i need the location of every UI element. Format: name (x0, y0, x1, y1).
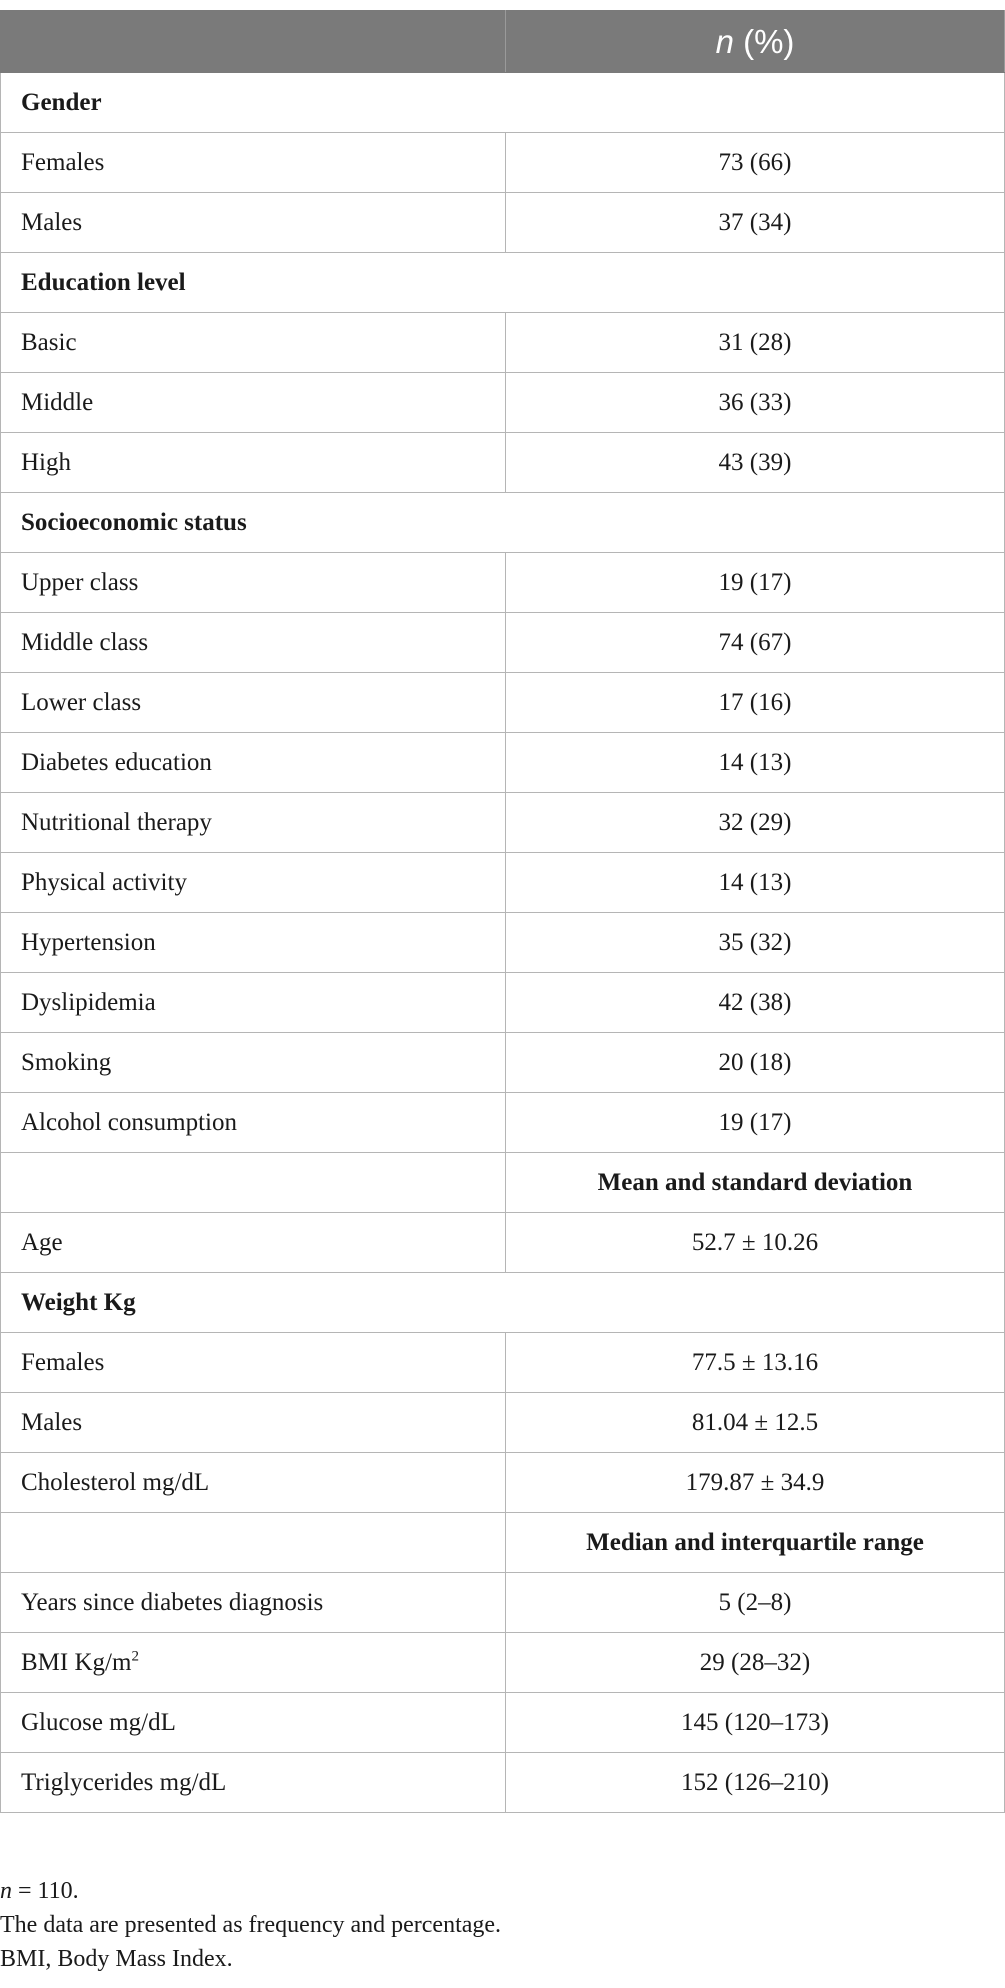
row-value: 20 (18) (506, 1033, 1005, 1093)
row-value: 81.04 ± 12.5 (506, 1393, 1005, 1453)
row-label-superscript: 2 (131, 1648, 139, 1665)
row-label-text: Males (21, 1409, 83, 1436)
table-row (1, 1753, 1005, 1813)
row-value: 29 (28–32) (506, 1633, 1005, 1693)
row-label-text: Nutritional therapy (21, 809, 212, 836)
row-label (1, 613, 506, 673)
header-label-cell (1, 11, 506, 73)
row-value: 52.7 ± 10.26 (506, 1213, 1005, 1273)
row-label-text: Lower class (21, 689, 142, 716)
table-section-row (1, 253, 1005, 313)
row-value: 77.5 ± 13.16 (506, 1333, 1005, 1393)
table-header-row (1, 11, 1005, 73)
row-label-text: Smoking (21, 1049, 112, 1076)
row-value: 19 (17) (506, 553, 1005, 613)
table-subheader-row (1, 1153, 1005, 1213)
header-n-percent-cell (506, 11, 1005, 73)
table-body (1, 73, 1005, 1813)
table-footnotes (0, 1874, 1004, 1976)
row-label-text: Females (21, 149, 105, 176)
table-section-row (1, 73, 1005, 133)
row-label-text: Diabetes education (21, 749, 212, 776)
table-row (1, 613, 1005, 673)
row-label (1, 313, 506, 373)
row-value: 179.87 ± 34.9 (506, 1453, 1005, 1513)
table-row (1, 1573, 1005, 1633)
row-label (1, 1333, 506, 1393)
row-label (1, 133, 506, 193)
row-label-text: Middle (21, 389, 94, 416)
table-row (1, 853, 1005, 913)
row-value: 152 (126–210) (506, 1753, 1005, 1813)
row-label-text: Upper class (21, 569, 139, 596)
table-subheader-row (1, 1513, 1005, 1573)
section-heading: Weight Kg (1, 1273, 1005, 1333)
row-value: 36 (33) (506, 373, 1005, 433)
row-label-text: Hypertension (21, 929, 156, 956)
table-row (1, 1213, 1005, 1273)
row-label-text: Middle class (21, 629, 149, 656)
row-value: 14 (13) (506, 853, 1005, 913)
table-row (1, 1393, 1005, 1453)
row-label-text: Females (21, 1349, 105, 1376)
footnote-n-value: = 110. (12, 1878, 79, 1904)
row-label-text: BMI Kg/m (21, 1649, 132, 1676)
row-value: 145 (120–173) (506, 1693, 1005, 1753)
row-label (1, 1633, 506, 1693)
row-value: 31 (28) (506, 313, 1005, 373)
row-label (1, 193, 506, 253)
subheader-label: Mean and standard deviation (506, 1153, 1005, 1213)
row-label (1, 1153, 506, 1213)
table-section-row (1, 1273, 1005, 1333)
row-label (1, 1093, 506, 1153)
table-row (1, 973, 1005, 1033)
row-value: 5 (2–8) (506, 1573, 1005, 1633)
row-label-text: Glucose mg/dL (21, 1709, 176, 1736)
table-row (1, 193, 1005, 253)
table-row (1, 1093, 1005, 1153)
row-label (1, 1513, 506, 1573)
row-label (1, 373, 506, 433)
row-label (1, 433, 506, 493)
section-heading: Gender (1, 73, 1005, 133)
table-row (1, 133, 1005, 193)
row-value: 37 (34) (506, 193, 1005, 253)
table-section-row (1, 493, 1005, 553)
row-label (1, 1693, 506, 1753)
row-label (1, 1033, 506, 1093)
row-label (1, 913, 506, 973)
table-row (1, 793, 1005, 853)
row-label-text: Years since diabetes diagnosis (21, 1589, 324, 1616)
row-value: 14 (13) (506, 733, 1005, 793)
table-row (1, 1033, 1005, 1093)
row-label-text: Age (21, 1229, 63, 1256)
header-n-symbol: n (715, 23, 734, 60)
data-table-container (0, 10, 1004, 1813)
characteristics-table (0, 10, 1005, 1813)
table-row (1, 1633, 1005, 1693)
table-row (1, 433, 1005, 493)
footnote-abbreviation: BMI, Body Mass Index. (0, 1946, 233, 1972)
row-label-text: Alcohol consumption (21, 1109, 237, 1136)
row-label-text: Triglycerides mg/dL (21, 1769, 227, 1796)
row-label (1, 673, 506, 733)
row-value: 74 (67) (506, 613, 1005, 673)
table-row (1, 1453, 1005, 1513)
header-percent-label: (%) (733, 23, 795, 60)
row-label (1, 1573, 506, 1633)
table-row (1, 1693, 1005, 1753)
row-label-text: Physical activity (21, 869, 187, 896)
row-value: 42 (38) (506, 973, 1005, 1033)
footnote-sample-size (0, 1874, 1004, 1908)
row-label-text: High (21, 449, 71, 476)
row-value: 19 (17) (506, 1093, 1005, 1153)
table-row (1, 673, 1005, 733)
row-value: 17 (16) (506, 673, 1005, 733)
table-row (1, 553, 1005, 613)
row-label (1, 853, 506, 913)
row-label (1, 1753, 506, 1813)
row-label (1, 1393, 506, 1453)
row-value: 73 (66) (506, 133, 1005, 193)
row-label (1, 793, 506, 853)
row-value: 43 (39) (506, 433, 1005, 493)
row-label (1, 553, 506, 613)
footnote-data-presentation: The data are presented as frequency and percentage. (0, 1912, 502, 1938)
row-label (1, 1213, 506, 1273)
row-value: 32 (29) (506, 793, 1005, 853)
row-label-text: Males (21, 209, 83, 236)
table-row (1, 1333, 1005, 1393)
section-heading: Socioeconomic status (1, 493, 1005, 553)
row-label-text: Dyslipidemia (21, 989, 156, 1016)
section-heading: Education level (1, 253, 1005, 313)
row-label (1, 973, 506, 1033)
row-label (1, 733, 506, 793)
row-label-text: Basic (21, 329, 77, 356)
row-label-text: Cholesterol mg/dL (21, 1469, 210, 1496)
table-row (1, 733, 1005, 793)
row-value: 35 (32) (506, 913, 1005, 973)
subheader-label: Median and interquartile range (506, 1513, 1005, 1573)
footnote-n-symbol: n (0, 1878, 12, 1904)
table-row (1, 373, 1005, 433)
table-row (1, 913, 1005, 973)
table-row (1, 313, 1005, 373)
row-label (1, 1453, 506, 1513)
